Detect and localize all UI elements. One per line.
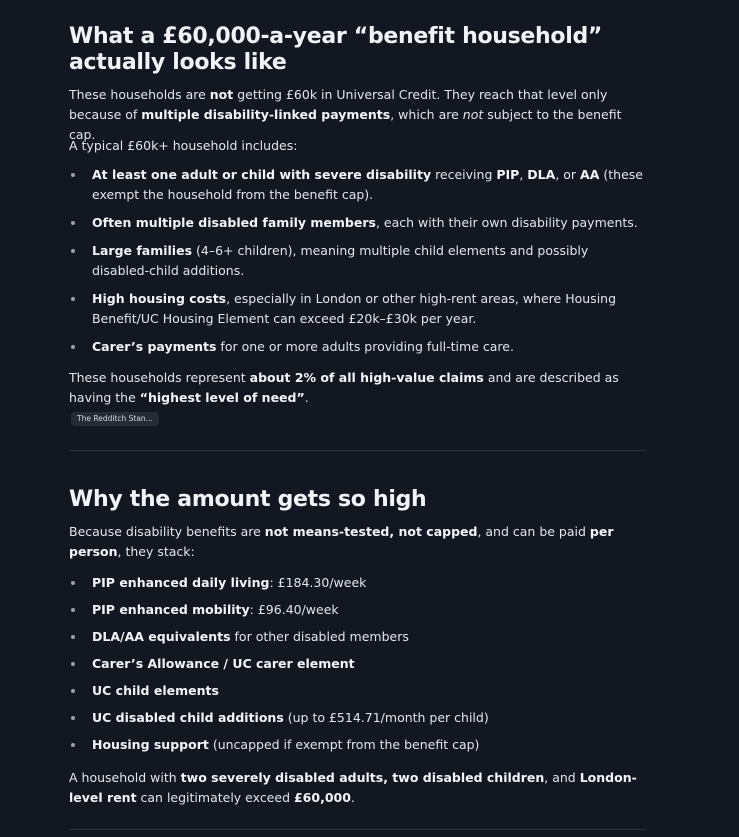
why-high-closing-paragraph [69,768,647,808]
text-run: subject to the benefit cap. [69,107,622,142]
italic-text: not [462,107,484,122]
text-run: receiving [431,167,497,182]
text-run: , they stack: [117,544,195,559]
why-high-intro-paragraph [69,522,647,562]
text-run: , which are [390,107,463,122]
bold-text: “highest level of need” [139,390,305,405]
stacking-benefit-item [69,600,647,620]
text-run: , [519,167,528,182]
household-trait-item [69,241,647,281]
bullet-icon [71,173,75,177]
text-run: These households represent [69,370,250,385]
typical-household-label: A typical £60k+ household includes: [69,138,298,153]
household-trait-item [69,337,647,357]
section-heading-household: What a £60,000-a-year “benefit household” actually looks like [69,24,603,75]
text-run: can legitimately exceed [136,790,294,805]
section-divider-bottom [69,829,647,830]
text-run: Because disability benefits are [69,524,265,539]
bold-text: not means-tested, not capped [264,524,478,539]
household-traits-list [69,165,647,357]
bullet-icon [71,689,75,693]
bullet-icon [71,716,75,720]
bold-text: about 2% of all high-value claims [249,370,484,385]
bold-text: PIP enhanced mobility [92,602,250,617]
text-run: , and [544,770,580,785]
section-divider [69,450,647,451]
text-run: and are described as having the [69,370,619,405]
bullet-icon [71,743,75,747]
household-trait-item [69,165,647,205]
bold-text: AA [580,167,600,182]
stacking-benefit-item [69,708,647,728]
text-run: (up to £514.71/month per child) [283,710,489,725]
text-run: (4–6+ children), meaning multiple child elements and possibly disabled-child additions. [92,243,589,278]
bold-text: per person [69,524,614,559]
bold-text: Often multiple disabled family members [92,215,376,230]
text-run: , or [555,167,581,182]
bullet-icon [71,221,75,225]
text-run: , especially in London or other high-rent areas, where Housing Benefit/UC Housing Element can exceed £20k–£30k per year. [92,291,617,326]
bold-text: UC child elements [92,683,219,698]
bullet-icon [71,635,75,639]
stacking-benefit-item [69,681,647,701]
text-run: for other disabled members [230,629,409,644]
household-trait-item [69,213,647,233]
bold-text: UC disabled child additions [92,710,284,725]
bold-text: PIP enhanced daily living [92,575,270,590]
source-citation-chip[interactable]: The Redditch Stan... [71,412,159,426]
bold-text: two severely disabled adults, two disabled children [180,770,545,785]
bold-text: Carer’s payments [92,339,217,354]
bold-text: £60,000 [293,790,351,805]
text-run: (uncapped if exempt from the benefit cap) [208,737,480,752]
bullet-icon [71,249,75,253]
household-trait-item [69,289,647,329]
stacking-benefit-item [69,627,647,647]
bullet-icon [71,581,75,585]
bold-text: High housing costs [92,291,227,306]
bullet-icon [71,297,75,301]
bold-text: Housing support [92,737,209,752]
bold-text: Carer’s Allowance / UC carer element [92,656,355,671]
bullet-icon [71,662,75,666]
text-run: These households are [69,87,210,102]
bold-text: PIP [496,167,520,182]
bold-text: DLA/AA equivalents [92,629,231,644]
text-run: for one or more adults providing full-time care. [216,339,514,354]
bullet-icon [71,345,75,349]
section-heading-why-high: Why the amount gets so high [69,487,427,512]
household-closing-paragraph [69,368,647,408]
text-run: : £184.30/week [269,575,367,590]
bold-text: Large families [92,243,193,258]
bold-text: London-level rent [69,770,637,805]
stacking-benefit-item [69,735,647,755]
text-run: , and can be paid [477,524,590,539]
text-run: getting £60k in Universal Credit. They reach that level only because of [69,87,608,122]
text-run: : £96.40/week [249,602,339,617]
stacking-benefits-list [69,573,647,755]
bullet-icon [71,608,75,612]
text-run: . [304,390,309,405]
stacking-benefit-item [69,573,647,593]
text-run: (these exempt the household from the benefit cap). [92,167,643,202]
stacking-benefit-item [69,654,647,674]
text-run: . [350,790,355,805]
text-run: , each with their own disability payments. [375,215,638,230]
bold-text: At least one adult or child with severe disability [92,167,432,182]
bold-text: multiple disability-linked payments [141,107,391,122]
bold-text: DLA [527,167,556,182]
text-run: A household with [69,770,181,785]
bold-text: not [209,87,234,102]
